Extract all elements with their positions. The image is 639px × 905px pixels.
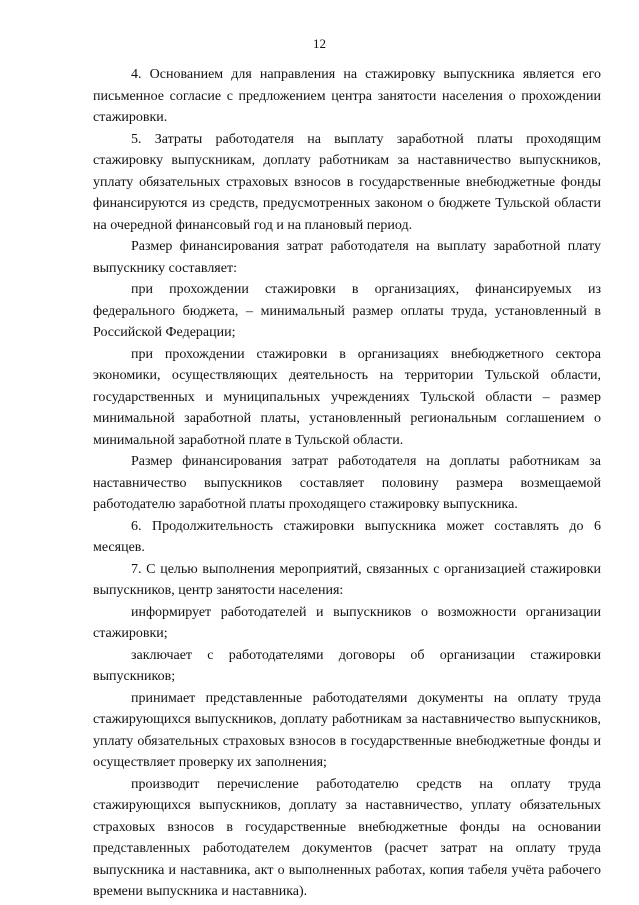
- paragraph-item-6: 6. Продолжительность стажировки выпускника может составлять до 6 месяцев.: [93, 518, 601, 555]
- paragraph-accepts-documents: принимает представленные работодателями документы на оплату труда стажирующихся выпускников, доплату работникам за наставничество выпускников, уплату обязательных страховых взносов в государственные внебюджетные фонды и осуществляет проверку их заполнения;: [93, 690, 601, 770]
- paragraph-mentorship-funding: Размер финансирования затрат работодателя на доплаты работникам за наставничество выпускников составляет половину размера возмещаемой работодателю заработной платы проходящего стажировку выпускника.: [93, 454, 601, 512]
- paragraph-informs: информирует работодателей и выпускников о возможности организации стажировки;: [93, 604, 601, 641]
- paragraph-item-7: 7. С целью выполнения мероприятий, связанных с организацией стажировки выпускников, центр занятости населения:: [93, 561, 601, 598]
- paragraph-item-4: 4. Основанием для направления на стажировку выпускника является его письменное согласие с предложением центра занятости населения о прохождении стажировки.: [93, 67, 601, 125]
- document-body: [93, 64, 601, 903]
- paragraph-funding-size: Размер финансирования затрат работодателя на выплату заработной плату выпускнику составляет:: [93, 239, 601, 276]
- paragraph-transfers-funds: производит перечисление работодателю средств на оплату труда стажирующихся выпускников, доплату за наставничество, уплату обязательных страховых взносов в государственные внебюджетные фонды на основании представленных работодателем документов (расчет затрат на оплату труда выпускника и наставника, акт о выполненных работах, копия табеля учёта рабочего времени выпускника и наставника).: [93, 776, 601, 899]
- paragraph-contracts: заключает с работодателями договоры об организации стажировки выпускников;: [93, 647, 601, 684]
- paragraph-item-5: 5. Затраты работодателя на выплату заработной платы проходящим стажировку выпускникам, доплату работникам за наставничество выпускников, уплату обязательных страховых взносов в государственные внебюджетные фонды финансируются из средств, предусмотренных законом о бюджете Тульской области на очередной финансовый год и на плановый период.: [93, 131, 601, 233]
- paragraph-federal-organizations: при прохождении стажировки в организациях, финансируемых из федерального бюджета, – минимальный размер оплаты труда, установленный в Российской Федерации;: [93, 282, 601, 340]
- paragraph-non-budget-organizations: при прохождении стажировки в организациях внебюджетного сектора экономики, осуществляющих деятельность на территории Тульской области, государственных и муниципальных учреждениях Тульской области – размер минимальной заработной платы, установленный региональным соглашением о минимальной заработной плате в Тульской области.: [93, 346, 601, 448]
- page-number: 12: [313, 36, 326, 51]
